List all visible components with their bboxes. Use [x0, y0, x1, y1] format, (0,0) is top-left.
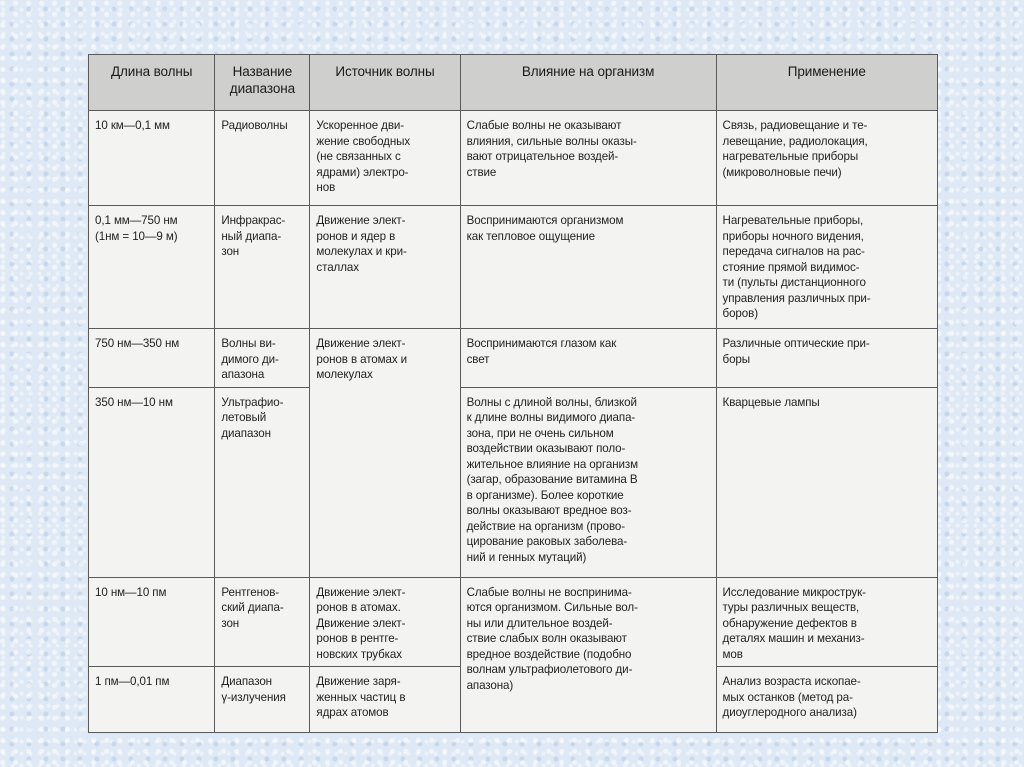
cell-source: Ускоренное дви- жение свободных (не связанных с ядрами) электро- нов	[310, 111, 460, 206]
table-row	[89, 387, 938, 577]
header-application: Применение	[716, 55, 937, 111]
cell-application: Анализ возраста ископае- мых останков (метод ра- диоуглеродного анализа)	[716, 667, 937, 733]
cell-wavelength: 750 нм—350 нм	[89, 329, 215, 388]
header-effect: Влияние на организм	[460, 55, 716, 111]
cell-effect: Воспринимаются организмом как тепловое ощущение	[460, 206, 716, 329]
cell-source: Движение заря- женных частиц в ядрах атомов	[310, 667, 460, 733]
cell-source: Движение элект- ронов и ядер в молекулах и кри- сталлах	[310, 206, 460, 329]
header-wavelength: Длина волны	[89, 55, 215, 111]
cell-range-name: Инфракрас- ный диапа- зон	[215, 206, 310, 329]
cell-effect: Слабые волны не воспринима- ются организмом. Сильные вол- ны или длительное воздей- ствие слабых волн оказывают вредное воздействие (подобно волнам ультрафиолетового ди- апазона)	[460, 577, 716, 733]
cell-application: Различные оптические при- боры	[716, 329, 937, 388]
cell-range-name: Рентгенов- ский диапа- зон	[215, 577, 310, 667]
cell-range-name: Волны ви- димого ди- апазона	[215, 329, 310, 388]
table-row	[89, 577, 938, 667]
header-row	[89, 55, 938, 111]
cell-effect: Воспринимаются глазом как свет	[460, 329, 716, 388]
wave-ranges-table	[88, 54, 938, 733]
cell-range-name: Ультрафио- летовый диапазон	[215, 387, 310, 577]
header-range-name: Название диапазона	[215, 55, 310, 111]
cell-wavelength: 10 км—0,1 мм	[89, 111, 215, 206]
cell-range-name: Радиоволны	[215, 111, 310, 206]
cell-application: Нагревательные приборы, приборы ночного видения, передача сигналов на рас- стояние прямой видимос- ти (пульты дистанционного управления различных при- боров)	[716, 206, 937, 329]
table-row	[89, 329, 938, 388]
cell-application: Связь, радиовещание и те- левещание, радиолокация, нагревательные приборы (микроволновые печи)	[716, 111, 937, 206]
table-row	[89, 111, 938, 206]
cell-wavelength: 10 нм—10 пм	[89, 577, 215, 667]
cell-application: Кварцевые лампы	[716, 387, 937, 577]
cell-effect: Слабые волны не оказывают влияния, сильные волны оказы- вают отрицательное воздей- ствие	[460, 111, 716, 206]
cell-effect: Волны с длиной волны, близкой к длине волны видимого диапа- зона, при не очень сильном воздействии оказывают поло- жительное влияние на организм (загар, образование витамина В в организме). Более короткие волны оказывают вредное воз- действие на организм (прово- цирование раковых заболева- ний и генных мутаций)	[460, 387, 716, 577]
cell-source: Движение элект- ронов в атомах. Движение элект- ронов в рентге- новских трубках	[310, 577, 460, 667]
table-row	[89, 206, 938, 329]
cell-application: Исследование микрострук- туры различных веществ, обнаружение дефектов в деталях машин и механиз- мов	[716, 577, 937, 667]
cell-wavelength: 0,1 мм—750 нм (1нм = 10—9 м)	[89, 206, 215, 329]
cell-range-name: Диапазон γ-излучения	[215, 667, 310, 733]
cell-wavelength: 1 пм—0,01 пм	[89, 667, 215, 733]
cell-source: Движение элект- ронов в атомах и молекулах	[310, 329, 460, 578]
cell-wavelength: 350 нм—10 нм	[89, 387, 215, 577]
header-source: Источник волны	[310, 55, 460, 111]
